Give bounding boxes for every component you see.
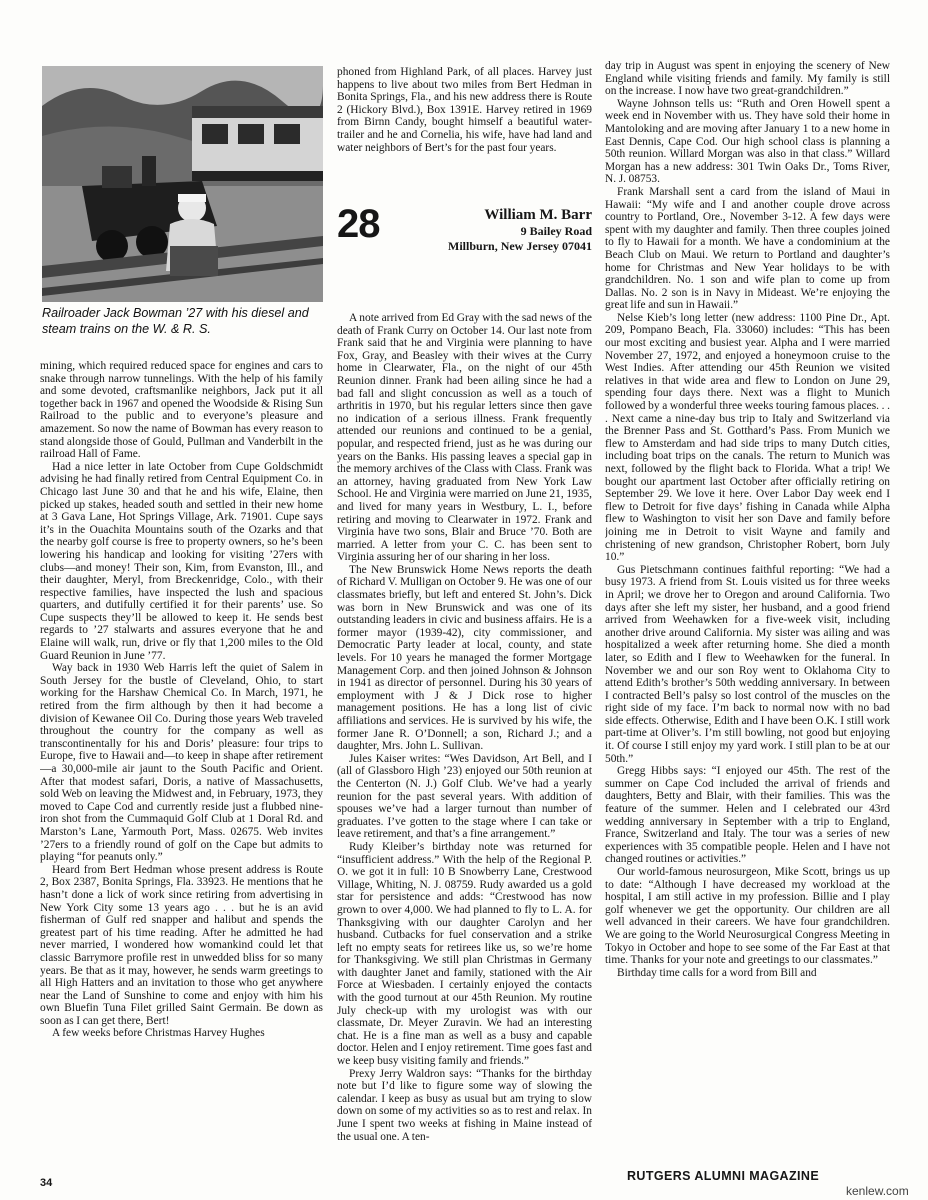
paragraph: Birthday time calls for a word from Bill and [617,966,817,979]
column-3-text [605,60,890,979]
column-2 [337,0,592,1165]
paragraph: Gregg Hibbs says: “I enjoyed our 45th. The rest of the summer on Cape Cod included the arrival of friends and daughters, Betty and Blair, with their families. This was the feature of the summer. Helen and I celebrated our 43rd wedding anniversary in September with a trip to England, France, Switzerland and Italy. The tour was a series of new experiences with 35 compatible people. Helen and I have not changed routines or activities.” [605,765,890,866]
photo-caption: Railroader Jack Bowman ’27 with his diesel and steam trains on the W. & R. S. [42,306,309,336]
train-photo-illustration [42,66,323,302]
column-2-top-text [337,66,592,154]
paragraph: Prexy Jerry Waldron says: “Thanks for the birthday note but I’d like to figure some way of slowing the calendar. I keep as busy as usual but am trying to slow down on some of my activities so as to rest and relax. In June I spent two weeks at fishing in Maine instead of the usual one. A ten- [337,1067,592,1143]
paragraph: day trip in August was spent in enjoying the scenery of New England while visiting friends and family. My family is still on the increase. I now have two great-grandchildren.” [605,60,890,98]
paragraph: Wayne Johnson tells us: “Ruth and Oren Howell spent a week end in November with us. They have sold their home in Mantoloking and are moving after January 1 to a new home in East Dennis, Cape Cod. Our high school class is planning a 50th reunion. Willard Morgan was also in that class.” Willard Morgan has a new address: 301 Twin Oaks Dr., Toms River, N. J. 08753. [605,97,890,186]
paragraph: mining, which required reduced space for engines and cars to snake through narrow tunnelings. With the help of his family and some devoted, craftsmanlike neighbors, Jack put it all together back in 1967 and opened the Woodside & Rising Sun Railroad to the public and to everyone’s pleasure and amazement. So now the name of Bowman has every reason to stand alongside those of Gould, Pullman and Vanderbilt in the railroad Hall of Fame. [40,360,323,461]
paragraph: Had a nice letter in late October from Cupe Goldschmidt advising he had finally retired from Central Equipment Co. in Chicago last June 30 and that he and his wife, Elaine, then picked up stakes, headed south and settled in their new home at 3 Gava Lane, Hot Springs Village, Ark. 71901. Cupe says it’s in the Ouachita Mountains south of the Ozarks and that the nearby golf course is free to property owners, so he’s been lowering his handicap and looking for visiting ’27ers with clubs—and money! Their son, Kim, from Evanston, Ill., and their daughter, Meryl, from Breckenridge, Colo., with their respective families, have inspected the lush and spacious quarters, and dutifully certified it for their parents’ use. So Cupe suspects they’ll be allowed to keep it. He sends best regards to ’27 stalwarts and assures everyone that he and Elaine will walk, run, drive or fly that 1,200 miles to the Old Guard Reunion in June ’77. [40,460,323,662]
paragraph: phoned from Highland Park, of all places. Harvey just happens to live about two miles from Bert Hedman in Bonita Springs, Fla., and his new address there is Route 2 (Hickory Blvd.), Box 1391E. Harvey retired in 1969 from Birnn Candy, bought himself a beautiful water-trailer and he and Cornelia, his wife, have had land and water neighbors of Bert’s for the past four years. [337,66,592,154]
correspondent-street: 9 Bailey Road [520,224,592,238]
paragraph: Heard from Bert Hedman whose present address is Route 2, Box 2387, Bonita Springs, Fla. 33923. He mentions that he hasn’t done a lick of work since retiring from advertising in New York City some 13 years ago . . . but he is an avid fisherman of Gulf red snapper and halibut and spends the greatest part of his time reading. After he admitted he had never married, I wondered how womankind could let that classic Barrymore profile rest in unwedded bliss for so many years. Be that as it may, however, he sends warm greetings to all High Hatters and an invitation to those who get anywhere near the Land of Sunshine to come and enjoy with him his own Bluefin Tuna Filet grilled Saint Germain. Be down as soon as I can get there, Bert! [40,863,323,1027]
class-correspondent [448,206,592,254]
paragraph: Our world-famous neurosurgeon, Mike Scott, brings us up to date: “Although I have decreased my workload at the hospital, I am still active in my profession. Billie and I play golf whenever we get the opportunity. Our children are all well advanced in their careers. We have four grandchildren. We are going to the World Neurosurgical Congress Meeting in Tokyo in October and hope to see some of the Far East at that time. Thanks for your note and greetings to our classmates.” [605,866,890,967]
paragraph: Rudy Kleiber’s birthday note was returned for “insufficient address.” With the help of the Regional P. O. we got it in full: 10 B Snowberry Lane, Crestwood Village, Whiting, N. J. 08759. Rudy awarded us a gold star for persistence and adds: “Crestwood has now grown to over 4,000. We had planned to fly to L. A. for Thanksgiving with our daughter Carolyn and her husband. Cutbacks for fuel conservation and a strike left no empty seats for retirees like us, so we’re home for Thanksgiving. We still plan Christmas in Germany with daughter Janet and family, stationed with the Air Force at Wiesbaden. I certainly enjoyed the contacts with the good turnout at our 45th Reunion. My routine July check-up with my urologist was with our classmate, Dr. Meyer Zuravin. We had an interesting chat. He is a fine man as well as a busy and capable doctor. Helen and I enjoy retirement. Time goes fast and we keep busy visiting family and friends.” [337,840,592,1068]
paragraph: A note arrived from Ed Gray with the sad news of the death of Frank Curry on October 14. Our last note from Frank said that he and Virginia were planning to have Fox, Gray, and Beasley with their wives at the Curry home in Clearwater, Fla., on the night of our 45th Reunion dinner. Frank had been ailing since he had a bad fall and slight concussion as well as a touch of arthritis in 1970, but his regular letters since then gave no indication of a serious illness. Frank frequently attended our reunions and continued to be a genial, popular, and respected friend, just as he was during our years on the Banks. His passing leaves a special gap in the memory archives of the Class with Class. Frank was an attorney, having graduated from New York Law School. He and Virginia were married on June 21, 1935, and lived for many years in Westbury, L. I., before retiring and moving to Clearwater in 1972. Frank and Virginia have two sons, Blair and Bruce ’70. Both are married. A letter from your C. C. has been sent to Virginia assuring her of our sharing in her loss. [337,312,592,564]
paragraph: Nelse Kieb’s long letter (new address: 1100 Pine Dr., Apt. 209, Pompano Beach, Fla. 33060) includes: “This has been our most exciting and busiest year. Alpha and I were married November 27, 1972, and enjoyed a honeymoon cruise to the West Indies. After attending our 45th Reunion we visited relatives in that wide area and flew to London on June 29, spending four days there. Next was a flight to Munich followed by a wonderful three weeks touring famous places. . . . Next came a nine-day bus trip to Italy and Switzerland via the Brenner Pass and St. Gotthard’s Pass. From Munich we flew to Amsterdam and had side trips to many Dutch cities, including boat trips on the canals. The return to Munich was next, followed by the flight back to Florida. What a trip! We bought our apartment last October after officially retiring on September 29. We love it here. Over Labor Day week end I flew to Detroit for five days’ fishing in Canada while Alpha flew to Washington to visit her son Dave and family before joining me in Detroit to visit Wayne and family and christening of new grandson, Christopher Robert, born July 10.” [605,311,890,564]
class-year: 28 [337,202,380,246]
paragraph: Jules Kaiser writes: “Wes Davidson, Art Bell, and I (all of Glassboro High ’23) enjoyed our 50th reunion at the Centerton (N. J.) Golf Club. We’ve had a yearly reunion for the past several years. With addition of spouses we’ve had a larger turnout than number of graduates. I’ve gotten to the stage where I can take or leave retirement, and that’s a fine arrangement.” [337,752,592,841]
correspondent-city: Millburn, New Jersey 07041 [448,239,592,253]
column-1 [40,0,323,1165]
column-3 [605,0,890,1165]
correspondent-name: William M. Barr [484,207,592,223]
watermark: kenlew.com [846,1184,909,1198]
paragraph: Gus Pietschmann continues faithful reporting: “We had a busy 1973. A friend from St. Louis visited us for three weeks in April; we drove her to Oregon and around California. Two days after she left my sister, her husband, and a good friend arrived from Weehawken for a five-week visit, including another drive around California. My sister was ailing and was hospitalized a week after returning home. She died a month later, so Edith and I flew to Weehawken for the funeral. In November we and our son Roy went to Oklahoma City to attend Edith’s brother’s 50th wedding anniversary. In between I contracted Bell’s palsy so lost control of the muscles on the right side of my face. I’m back to normal now with no bad side effects. Otherwise, Edith and I have been O.K. I still work part-time at Oliver’s. I’m still bowling, not good but enjoying it. Of course I still enjoy my yard work. I still plan to be at our 50th.” [605,563,890,765]
class-header [337,200,592,280]
paragraph: A few weeks before Christmas Harvey Hughes [52,1027,265,1040]
railroad-photo [42,66,323,302]
magazine-title: RUTGERS ALUMNI MAGAZINE [627,1169,820,1183]
column-2-text [337,312,592,1143]
column-1-text [40,360,323,1040]
page-number: 34 [40,1177,53,1189]
paragraph: The New Brunswick Home News reports the death of Richard V. Mulligan on October 9. He was one of our classmates briefly, but left and entered St. John’s. Dick was born in New Brunswick and was one of its outstanding leaders in civic and business affairs. He is a former mayor (1939-42), city commissioner, and Democratic Party leader at local, county, and state levels. For 10 years he managed the former Mortgage Management Corp. and then joined Johnson & Johnson in 1941 as director of personnel. During his 30 years of employment with J & J Dick rose to higher management positions. He has a long list of civic affiliations and services. He is survived by his wife, the former Jane R. O’Donnell; a son, Richard J.; and a daughter, Mrs. John L. Sullivan. [337,563,592,753]
paragraph: Frank Marshall sent a card from the island of Maui in Hawaii: “My wife and I and another couple drove across country to Portland, Ore., November 3-12. A few days were spent with my daughter and family. Then three couples joined to fly to Hawaii for a month. We have a condominium at the Beach Club on Maui. We return to Portland and daughter’s home for Christmas and New Year holidays to be with grandchildren. No. 1 son and wife plan to come up from Dallas. No. 2 son is in Navy in Mideast. We’re enjoying the great life and sun in Hawaii.” [605,185,890,312]
paragraph: Way back in 1930 Web Harris left the quiet of Salem in South Jersey for the bustle of Cleveland, Ohio, to start working for the Harshaw Chemical Co. In March, 1971, he retired from the firm although by then it had become a division of Kewanee Oil Co. During those years Web traveled throughout the country for the company as well as transcontinentally for his and Doris’ pleasure: four trips to Europe, five to Hawaii and—to keep in shape after retirement—a 30,000-mile air jaunt to the South Pacific and Orient. After that modest safari, Doris, a native of Massachusetts, sold Web on leaving the Midwest and, in February, 1973, they moved to Cape Cod and currently reside just a flubbed nine-iron shot from the Cummaquid Golf Club at 1 Doral Rd. and Marston’s Lane, Yarmouth Port, Mass. 02675. Web invites ’27ers to a friendly round of golf on the Cape but admits to playing “for peanuts only.” [40,662,323,864]
